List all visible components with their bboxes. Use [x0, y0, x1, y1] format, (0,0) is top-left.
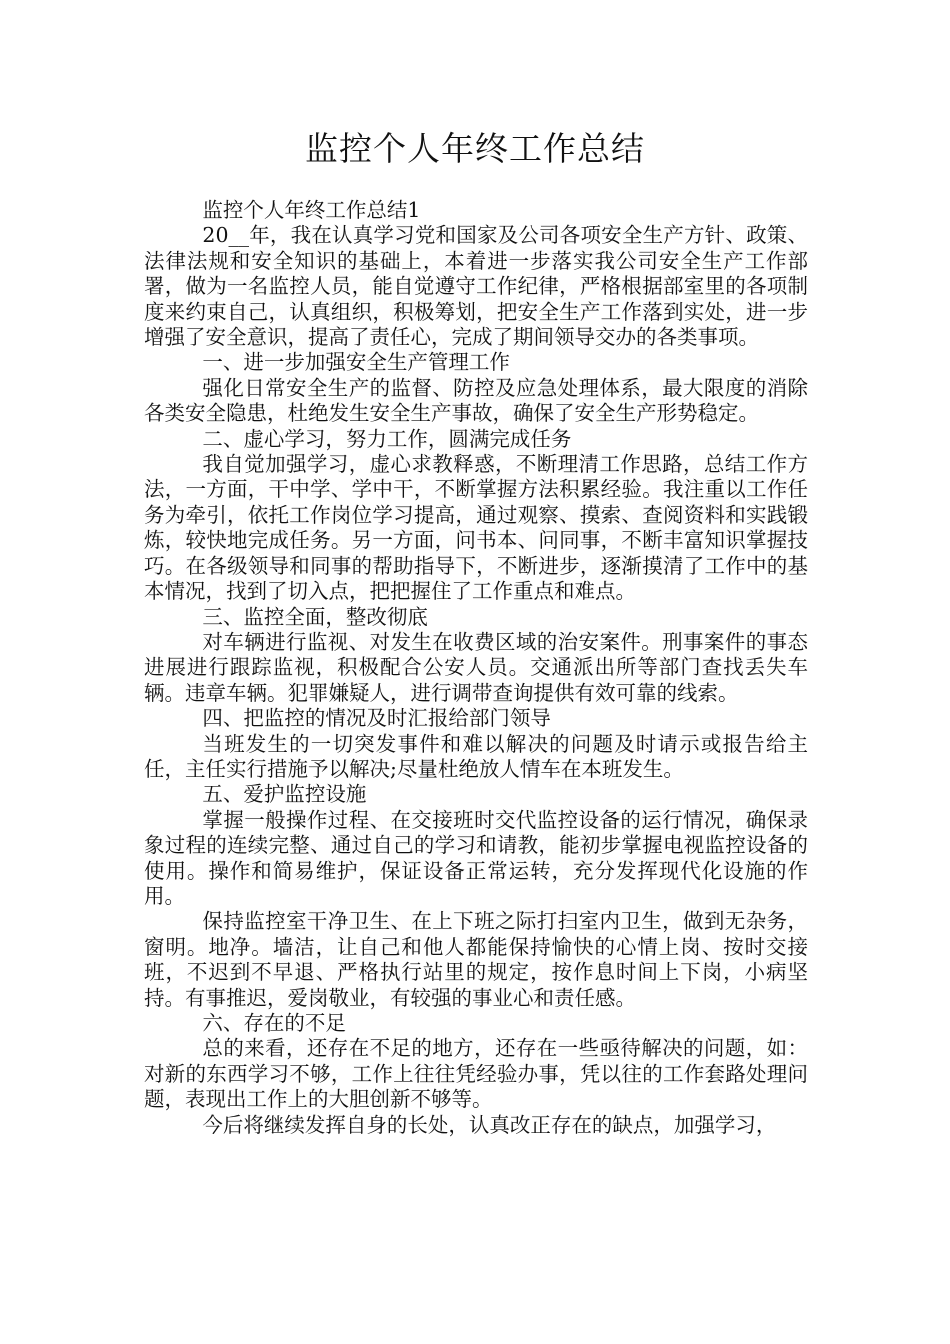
paragraph-4: 当班发生的一切突发事件和难以解决的问题及时请示或报告给主任，主任实行措施予以解决;尽量杜绝放人情车在本班发生。 [144, 731, 808, 781]
section-heading-3: 三、监控全面，整改彻底 [202, 604, 428, 629]
paragraph-2: 我自觉加强学习，虚心求教释惑，不断理清工作思路，总结工作方法，一方面，干中学、学中干，不断掌握方法积累经验。我注重以工作任务为牵引，依托工作岗位学习提高，通过观察、摸索、查阅资料和实践锻炼，较快地完成任务。另一方面，问书本、问同事，不断丰富知识掌握技巧。在各级领导和同事的帮助指导下，不断进步，逐渐摸清了工作中的基本情况，找到了切入点，把把握住了工作重点和难点。 [144, 452, 808, 604]
section-heading-4: 四、把监控的情况及时汇报给部门领导 [202, 706, 551, 731]
document-title: 监控个人年终工作总结 [305, 129, 645, 168]
paragraph-5b: 保持监控室干净卫生、在上下班之际打扫室内卫生，做到无杂务，窗明。地净。墙洁，让自己和他人都能保持愉快的心情上岗、按时交接班，不迟到不早退、严格执行站里的规定，按作息时间上下岗，小病坚持。有事推迟，爱岗敬业，有较强的事业心和责任感。 [144, 909, 808, 1010]
section-heading-6: 六、存在的不足 [202, 1011, 346, 1035]
section-heading-5: 五、爱护监控设施 [202, 782, 367, 807]
paragraph-3: 对车辆进行监视、对发生在收费区域的治安案件。刑事案件的事态进展进行跟踪监视，积极配合公安人员。交通派出所等部门查找丢失车辆。违章车辆。犯罪嫌疑人，进行调带查询提供有效可靠的线索。 [144, 629, 808, 705]
paragraph-intro: 20__年，我在认真学习党和国家及公司各项安全生产方针、政策、法律法规和安全知识的基础上，本着进一步落实我公司安全生产工作部署，做为一名监控人员，能自觉遵守工作纪律，严格根据部室里的各项制度来约束自己，认真组织，积极筹划，把安全生产工作落到实处，进一步增强了安全意识，提高了责任心，完成了期间领导交办的各类事项。 [144, 223, 808, 350]
document-body [144, 198, 808, 1138]
section-heading-1: 一、进一步加强安全生产管理工作 [202, 350, 510, 375]
section-heading-2: 二、虚心学习，努力工作，圆满完成任务 [202, 426, 572, 451]
document-subtitle: 监控个人年终工作总结1 [202, 198, 421, 222]
paragraph-5a: 掌握一般操作过程、在交接班时交代监控设备的运行情况，确保录象过程的连续完整、通过自己的学习和请教，能初步掌握电视监控设备的使用。操作和简易维护，保证设备正常运转，充分发挥现代化设施的作用。 [144, 807, 808, 908]
paragraph-1: 强化日常安全生产的监督、防控及应急处理体系，最大限度的消除各类安全隐患，杜绝发生安全生产事故，确保了安全生产形势稳定。 [144, 375, 808, 426]
paragraph-6: 总的来看，还存在不足的地方，还存在一些亟待解决的问题，如：对新的东西学习不够，工作上往往凭经验办事，凭以往的工作套路处理问题，表现出工作上的大胆创新不够等。 [144, 1036, 808, 1112]
paragraph-closing: 今后将继续发挥自身的长处，认真改正存在的缺点，加强学习， [202, 1112, 777, 1137]
